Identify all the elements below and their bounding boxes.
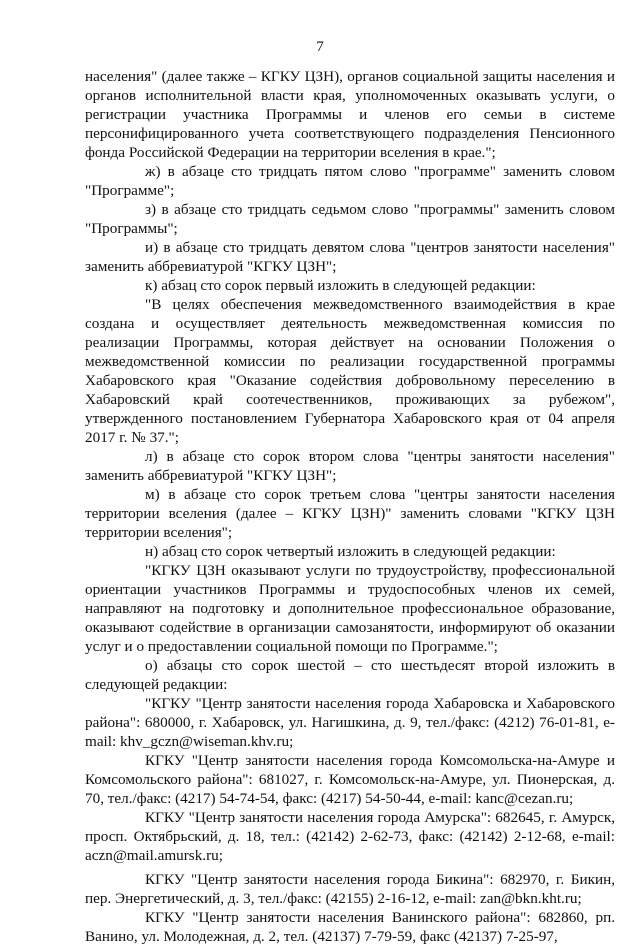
document-body xyxy=(85,67,615,946)
paragraph-item-z: з) в абзаце сто тридцать седьмом слово "программы" заменить словом "Программы"; xyxy=(85,201,615,237)
paragraph-item-o: о) абзацы сто сорок шестой – сто шестьдесят второй изложить в следующей редакции: xyxy=(85,657,615,693)
paragraph-quote-services: "КГКУ ЦЗН оказывают услуги по трудоустройству, профессиональной ориентации участников Программы и трудоспособных членов их семей, направляют на подготовку и дополнительное профессиональное образование, оказывают содействие в организации самозанятости, информируют об оказании услуг и о предоставлении социальной помощи по Программе."; xyxy=(85,562,615,655)
paragraph-item-i: и) в абзаце сто тридцать девятом слова "центров занятости населения" заменить аббревиатурой "КГКУ ЦЗН"; xyxy=(85,239,615,275)
paragraph-center-vanino: КГКУ "Центр занятости населения Ванинского района": 682860, рп. Ванино, ул. Молодежная, д. 2, тел. (42137) 7-79-59, факс (42137) 7-25-97, xyxy=(85,909,615,945)
paragraph-center-bikin: КГКУ "Центр занятости населения города Бикина": 682970, г. Бикин, пер. Энергетический, д. 3, тел./факс: (42155) 2-16-12, e-mail: zan@bkn.kht.ru; xyxy=(85,871,615,907)
paragraph-quote-commission: "В целях обеспечения межведомственного взаимодействия в крае создана и осуществляет деятельность межведомственная комиссия по реализации Программы, которая действует на основании Положения о межведомственной комиссии по реализации государственной программы Хабаровского края "Оказание содействия добровольному переселению в Хабаровский край соотечественников, проживающих за рубежом", утвержденного постановлением Губернатора Хабаровского края от 04 апреля 2017 г. № 37."; xyxy=(85,296,615,446)
paragraph-item-m: м) в абзаце сто сорок третьем слова "центры занятости населения территории вселения (далее – КГКУ ЦЗН)" заменить словами "КГКУ ЦЗН территории вселения"; xyxy=(85,486,615,541)
paragraph-center-komsomolsk: КГКУ "Центр занятости населения города Комсомольска-на-Амуре и Комсомольского района": 681027, г. Комсомольск-на-Амуре, ул. Пионерская, д. 70, тел./факс: (4217) 54-74-54, факс: (4217) 54-50-44, e-mail: kanc@cezan.ru; xyxy=(85,752,615,807)
paragraph-item-zh: ж) в абзаце сто тридцать пятом слово "программе" заменить словом "Программе"; xyxy=(85,163,615,199)
page-number: 7 xyxy=(316,39,324,55)
paragraph-center-amursk: КГКУ "Центр занятости населения города Амурска": 682645, г. Амурск, просп. Октябрьский, д. 18, тел.: (42142) 2-62-73, факс: (42142) 2-12-68, e-mail: aczn@mail.amursk.ru; xyxy=(85,809,615,864)
paragraph-center-khabarovsk: "КГКУ "Центр занятости населения города Хабаровска и Хабаровского района": 680000, г. Хабаровск, ул. Нагишкина, д. 9, тел./факс: (4212) 76-01-81, e-mail: khv_gczn@wiseman.khv.ru; xyxy=(85,695,615,750)
paragraph-item-n: н) абзац сто сорок четвертый изложить в следующей редакции: xyxy=(145,543,556,560)
paragraph-item-l: л) в абзаце сто сорок втором слова "центры занятости населения" заменить аббревиатурой "КГКУ ЦЗН"; xyxy=(85,448,615,484)
paragraph-continuation: населения" (далее также – КГКУ ЦЗН), органов социальной защиты населения и органов исполнительной власти края, уполномоченных оказывать услуги, о регистрации участника Программы и членов его семьи в системе персонифицированного учета соответствующего подразделения Пенсионного фонда Российской Федерации на территории вселения в крае."; xyxy=(85,68,615,161)
paragraph-item-k: к) абзац сто сорок первый изложить в следующей редакции: xyxy=(145,277,536,294)
